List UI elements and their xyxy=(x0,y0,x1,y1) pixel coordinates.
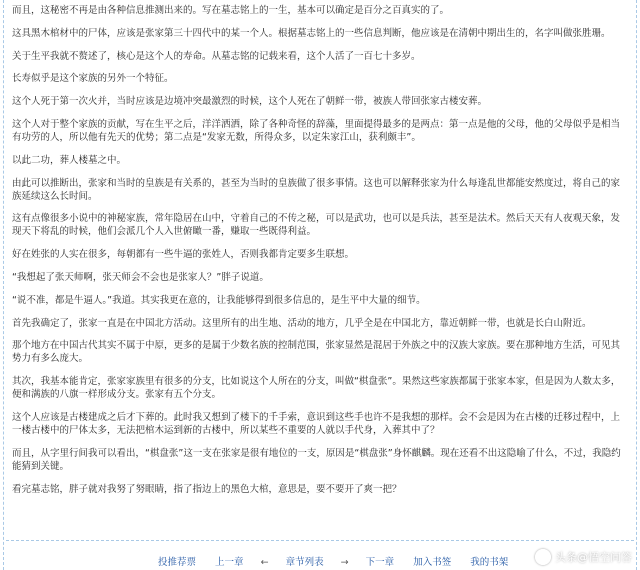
paragraph: 那个地方在中国古代其实不属于中原，更多的是属于少数名族的控制范围，张家显然是混居于外族之中的汉族大家族。要在那种地方生活，可见其势力有多么庞大。 xyxy=(12,340,621,365)
paragraph: 关于生平我就不赘述了，核心是这个人的寿命。从墓志铭的记载来看，这个人活了一百七十多岁。 xyxy=(12,50,421,62)
paragraph: 而且，从字里行间我可以看出，“棋盘张”这一支在张家是很有地位的一支，原因是“棋盘张”身怀麒麟。现在还看不出这隐喻了什么，不过，我隐约能猜到关键。 xyxy=(12,447,621,472)
chapter-content xyxy=(12,4,628,505)
vote-link[interactable]: 投推荐票 xyxy=(158,557,197,568)
paragraph: 这个人应该是古楼建成之后才下葬的。此时我又想到了楼下的千手索，意识到这些手也许不是我想的那样。会不会是因为在古楼的迁移过程中，上一楼古楼中的尸体太多，无法把棺木运到新的古楼中，所以某些不重要的人就以手代身，入葬其中了？ xyxy=(12,411,621,436)
paragraph: 看完墓志铭，胖子就对我努了努眼睛，指了指边上的黑色大棺，意思是，要不要开了爽一把？ xyxy=(12,483,402,495)
paragraph: 这个人死于第一次火并，当时应该是边境冲突最激烈的时候，这个人死在了朝鲜一带，被族人带回张家古楼安葬。 xyxy=(12,96,488,108)
paragraph: 其次，我基本能肯定，张家家族里有很多的分支，比如说这个人所在的分支，叫做“棋盘张”。果然这些家族都属于张家本家，但是因为人数太多，便和满族的八旗一样形成分支。张家有五个分支。 xyxy=(12,376,621,401)
paragraph: 以此二功，葬人楼墓之中。 xyxy=(12,154,127,166)
paragraph: “我想起了张天师啊，张天师会不会也是张家人？”胖子说道。 xyxy=(12,271,269,283)
paragraph: 好在姓张的人实在很多，每朝都有一些牛逼的张姓人，否则我都肯定要多生联想。 xyxy=(12,249,355,261)
paragraph: 而且，这秘密不再是由各种信息推测出来的。写在墓志铭上的一生，基本可以确定是百分之百真实的了。 xyxy=(12,5,450,16)
watermark xyxy=(535,549,632,565)
paragraph: “说不准，都是牛逼人。”我道。其实我更在意的，让我能够得到很多信息的，是生平中大量的细节。 xyxy=(12,294,426,306)
watermark-text: 头条@悟空问答 xyxy=(555,551,632,564)
chapter-nav xyxy=(150,554,516,568)
paragraph: 这有点像很多小说中的神秘家族，常年隐居在山中，守着自己的不传之秘，可以是武功，也可以是兵法，甚至是法术。然后天天有人夜观天象，发现天下将乱的时候，他们会派几个人入世俯瞰一番，赚取一些既得利益。 xyxy=(12,213,621,238)
paragraph: 这个人对于整个家族的贡献，写在生平之后，洋洋洒洒，除了各种奇怪的辞藻，里面提得最多的是两点：第一点是他的父母，他的父母似乎是相当有功劳的人，所以他有先天的优势；第二点是“发家无数，所得众多，以定朱家江山，获利颇丰”。 xyxy=(12,118,621,143)
paragraph: 长寿似乎是这个家族的另外一个特征。 xyxy=(12,73,174,85)
bookshelf-link[interactable]: 我的书架 xyxy=(470,557,509,568)
footer-divider xyxy=(6,540,634,541)
paragraph: 首先我确定了，张家一直是在中国北方活动。这里所有的出生地、活动的地方，几乎全是在中国北方，靠近朝鲜一带，也就是长白山附近。 xyxy=(12,317,592,329)
paragraph: 由此可以推断出，张家和当时的皇族是有关系的，甚至为当时的皇族做了很多事情。这也可以解释张家为什么每逢乱世都能安然度过，将自己的家族延续这么长时间。 xyxy=(12,177,621,202)
next-chapter-link[interactable]: 下一章 xyxy=(365,557,395,568)
bookmark-link[interactable]: 加入书签 xyxy=(413,557,452,568)
watermark-logo-icon xyxy=(535,549,551,565)
paragraph: 这具黑木棺材中的尸体，应该是张家第三十四代中的某一个人。根据墓志铭上的一些信息判断，他应该是在清朝中期出生的，名字叫做张胜珊。 xyxy=(12,27,611,39)
prev-chapter-link[interactable]: 上一章 xyxy=(215,557,244,568)
arrow-left-icon: ← xyxy=(260,557,269,568)
arrow-right-icon: → xyxy=(340,557,349,568)
toc-link[interactable]: 章节列表 xyxy=(285,557,324,568)
